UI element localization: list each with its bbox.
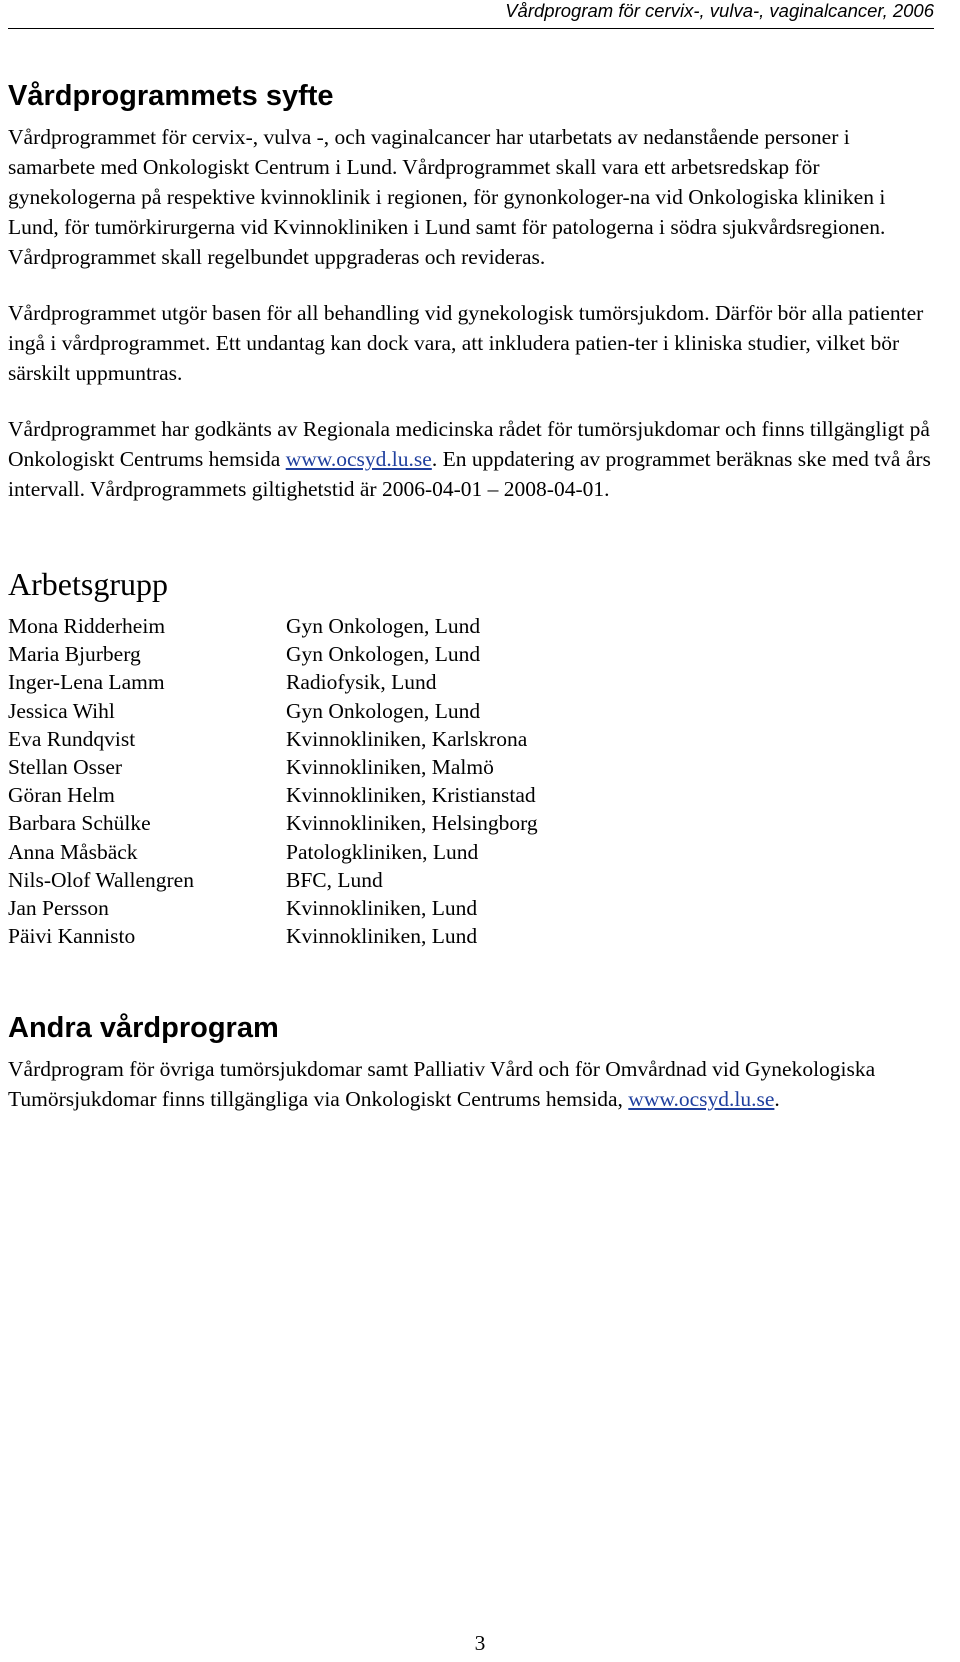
andra-paragraph [8,1054,934,1114]
member-name: Stellan Osser [8,755,123,780]
member-affiliation: Kvinnokliniken, Kristianstad [286,783,536,808]
member-affiliation: Gyn Onkologen, Lund [286,614,481,638]
heading-andra-vardprogram: Andra vårdprogram [8,1012,279,1045]
member-affiliation: Kvinnokliniken, Karlskrona [286,726,528,751]
member-affiliation: Kvinnokliniken, Helsingborg [286,811,538,836]
member-affiliation: Gyn Onkologen, Lund [286,698,481,723]
member-name: Göran Helm [8,783,115,808]
section-andra-vardprogram [8,1008,934,1114]
section-syfte [8,76,934,504]
member-affiliation: Kvinnokliniken, Lund [286,896,478,921]
member-name: Nils-Olof Wallengren [8,867,194,892]
member-name: Anna Måsbäck [8,839,138,864]
section-arbetsgrupp [8,562,934,950]
syfte-paragraph-2: Vårdprogrammet utgör basen för all behandling vid gynekologisk tumörsjukdom. Därför bör alla patienter ingå i vårdprogrammet. Ett undantag kan dock vara, att inkludera patien-ter i kliniska studier, vilket bör särskilt uppmuntras. [8,301,924,385]
member-name: Jessica Wihl [8,698,115,723]
syfte-paragraph-3 [8,414,934,504]
heading-syfte: Vårdprogrammets syfte [8,80,334,112]
member-affiliation: Patologkliniken, Lund [286,839,479,864]
member-name: Maria Bjurberg [8,642,141,667]
member-name: Eva Rundqvist [8,726,136,751]
members-list [8,612,934,950]
member-affiliation: Radiofysik, Lund [286,670,437,695]
member-affiliation: BFC, Lund [286,867,383,892]
page-number: 3 [474,1631,486,1655]
member-affiliation: Kvinnokliniken, Lund [286,924,478,949]
page-content [8,76,934,1114]
member-name: Inger-Lena Lamm [8,670,165,695]
syfte-paragraph-1: Vårdprogrammet för cervix-, vulva -, och vaginalcancer har utarbetats av nedanstående personer i samarbete med Onkologiskt Centrum i Lund. Vårdprogrammet skall vara ett arbetsredskap för gynekologerna på respektive kvinnoklinik i regionen, för gynonkologer-na vid Onkologiska kliniken i Lund, för tumörkirurgerna vid Kvinnokliniken i Lund samt för patologerna i södra sjukvårdsregionen. Vårdprogrammet skall regelbundet uppgraderas och revideras. [8,125,886,269]
ocsyd-link[interactable]: www.ocsyd.lu.se [285,447,432,471]
andra-text-before: Vårdprogram för övriga tumörsjukdomar samt Palliativ Vård och för Omvårdnad vid Gynekologiska Tumörsjukdomar finns tillgängliga via Onkologiskt Centrums hemsida, [8,1057,876,1112]
syfte-p3-text-before: Vårdprogrammet har godkänts av Regionala medicinska rådet för tumörsjukdomar och finns tillgängligt på Onkologiskt Centrums hemsida [8,417,930,471]
member-affiliation: Kvinnokliniken, Malmö [286,755,494,780]
member-name: Barbara Schülke [8,811,151,836]
member-affiliation: Gyn Onkologen, Lund [286,642,481,667]
ocsyd-link-2[interactable]: www.ocsyd.lu.se [628,1087,775,1112]
andra-text-after: . [774,1087,780,1112]
member-name: Jan Persson [8,896,109,921]
running-header: Vårdprogram för cervix-, vulva-, vaginalcancer, 2006 [505,0,934,21]
member-name: Mona Ridderheim [8,614,166,638]
member-name: Päivi Kannisto [8,924,136,949]
header-rule [8,28,934,29]
syfte-p3-text-after: . En uppdatering av programmet beräknas ske med två års intervall. Vårdprogrammets giltighetstid är 2006-04-01 – 2008-04-01. [8,447,931,501]
heading-arbetsgrupp: Arbetsgrupp [8,566,168,602]
